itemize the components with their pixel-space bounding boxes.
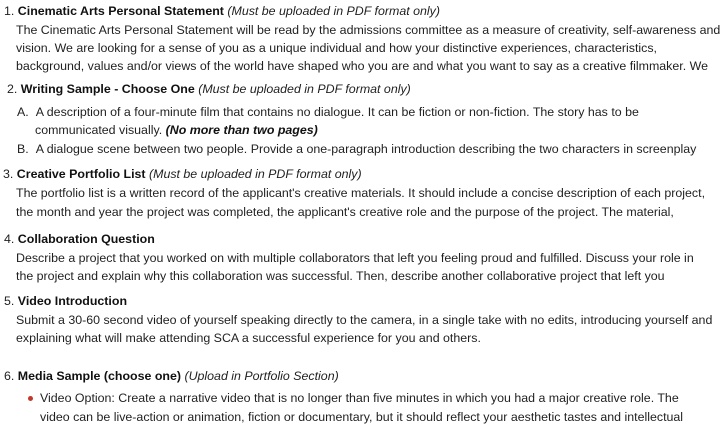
option-text: A description of a four-minute film that contains no dialogue. It can be fiction or non-fiction. The story has to be — [35, 105, 639, 119]
section-title: Creative Portfolio List — [16, 167, 146, 181]
option-b — [17, 141, 696, 157]
section-title: Video Introduction — [17, 294, 128, 308]
section-note: (Upload in Portfolio Section) — [184, 369, 339, 383]
body-line: the month and year the project was completed, the applicant's creative role and the purpose of the project. The material, — [16, 205, 674, 219]
option-emphasis: (No more than two pages) — [165, 123, 318, 137]
section-heading — [4, 368, 339, 384]
section-title: Collaboration Question — [17, 232, 155, 246]
section-heading — [4, 293, 127, 309]
section-title: Media Sample (choose one) — [17, 369, 181, 383]
body-line: Describe a project that you worked on with multiple collaborators that left you feeling proud and fulfilled. Discuss your role in — [16, 251, 694, 265]
section-note: (Must be uploaded in PDF format only) — [198, 82, 411, 96]
section-number: 3. — [3, 167, 14, 181]
body-line: the project and explain why this collaboration was successful. Then, describe another collaborative project that left you — [16, 269, 665, 283]
section-number: 1. — [4, 4, 15, 18]
section-personal-statement — [0, 0, 720, 73]
section-title: Cinematic Arts Personal Statement — [17, 4, 224, 18]
section-number: 2. — [7, 82, 18, 96]
section-heading — [4, 3, 440, 19]
body-line: background, values and/or views of the world have shaped who you are and what you want to say as a creative filmmaker. We — [16, 59, 708, 73]
option-marker: B. — [17, 142, 29, 156]
body-line: The Cinematic Arts Personal Statement will be read by the admissions committee as a measure of creativity, self-awareness and — [16, 23, 720, 37]
body-line: Submit a 30-60 second video of yourself speaking directly to the camera, in a single take with no edits, introducing yourself and — [16, 313, 713, 327]
section-number: 6. — [4, 369, 15, 383]
body-line: explaining what will make attending SCA a successful experience for you and others. — [16, 331, 481, 345]
section-number: 5. — [4, 294, 15, 308]
section-media-sample — [0, 365, 684, 439]
section-note: (Must be uploaded in PDF format only) — [227, 4, 440, 18]
option-a-continued — [35, 122, 318, 138]
section-title: Writing Sample - Choose One — [20, 82, 195, 96]
section-video-introduction — [0, 291, 713, 345]
section-heading — [7, 81, 411, 97]
option-a — [17, 104, 639, 120]
section-collaboration-question — [0, 229, 694, 285]
bullet-marker — [28, 396, 33, 401]
body-line: vision. We are looking for a sense of you as a unique individual and how your distinctive experiences, characteristics, — [16, 41, 657, 55]
section-note: (Must be uploaded in PDF format only) — [149, 167, 362, 181]
option-text: communicated visually. — [35, 123, 163, 137]
bullet-text: Video Option: Create a narrative video that is no longer than five minutes in which you had a major creative role. The — [40, 391, 679, 405]
bullet-text: video can be live-action or animation, fiction or documentary, but it should reflect your aesthetic tastes and intellectual — [40, 410, 684, 424]
section-writing-sample — [0, 78, 697, 162]
section-creative-portfolio — [0, 164, 706, 219]
section-heading — [4, 231, 155, 247]
option-text: A dialogue scene between two people. Provide a one-paragraph introduction describing the two characters in screenplay — [35, 142, 697, 156]
option-marker: A. — [17, 105, 29, 119]
body-line: The portfolio list is a written record of the applicant's creative materials. It should include a concise description of each project, — [16, 186, 706, 200]
section-heading — [3, 166, 362, 182]
section-number: 4. — [4, 232, 15, 246]
